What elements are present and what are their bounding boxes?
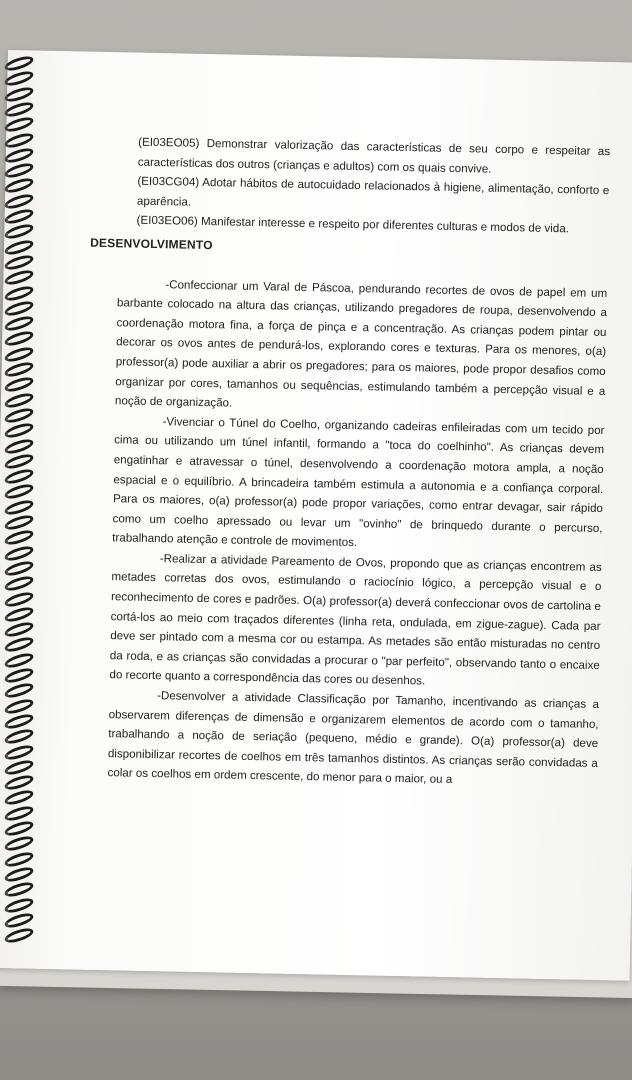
spiral-coil	[3, 910, 35, 930]
spiral-coil	[3, 222, 35, 242]
spiral-coil	[3, 84, 35, 104]
spiral-coil	[3, 803, 35, 823]
spiral-coil	[3, 467, 35, 487]
objective-item: (EI03CG04) Adotar hábitos de autocuidado relacionados à higiene, alimentação, conforto e aparência.	[136, 174, 610, 209]
paragraph: -Realizar a atividade Pareamento de Ovos, propondo que as crianças encontrem as metades corretas dos ovos, estimulando o raciocínio lógico, a percepção visual e o reconhecimento de cores e padrões. O(a) professor(a) deverá confeccionar ovos de cartolina e cortá-los ao meio com traçados diferentes (linha reta, ondulada, em zigue-zague). Cada par deve ser pintado com a mesma cor ou estampa. As metades são então misturadas no centro da roda, e as crianças são convidadas a procurar o "par perfeito", observando tanto o encaixe do recorte quanto a correspondência das cores ou desenhos.	[109, 552, 602, 688]
spiral-coil	[3, 604, 35, 624]
spiral-coil	[3, 819, 35, 839]
document-page	[0, 50, 632, 981]
spiral-coil	[3, 528, 35, 548]
spiral-coil	[3, 421, 35, 441]
objectives-list	[118, 132, 610, 240]
spiral-coil	[3, 191, 35, 211]
spiral-coil	[3, 344, 35, 364]
spiral-coil	[3, 130, 35, 150]
spiral-coil	[3, 497, 35, 517]
spiral-coil	[3, 298, 35, 318]
objective-item: (EI03EO05) Demonstrar valorização das características de seu corpo e respeitar as características dos outros (crianças e adultos) com os quais convive.	[137, 135, 611, 176]
spiral-coil	[3, 283, 35, 303]
spiral-coil	[3, 390, 35, 410]
spiral-binding	[0, 58, 34, 958]
spiral-coil	[3, 834, 35, 854]
spiral-coil	[3, 666, 35, 686]
spiral-coil	[3, 207, 35, 227]
spiral-coil	[3, 268, 35, 288]
paragraph: -Confeccionar um Varal de Páscoa, pendurando recortes de ovos de papel em um barbante colocado na altura das crianças, utilizando pregadores de roupa, desenvolvendo a coordenação motora fina, a força de pinça e a concentração. As crianças podem pintar ou decorar os ovos antes de pendurá-los, explorando cores e texturas. Para os menores, o(a) professor(a) pode auxiliar a abrir os pregadores; para os maiores, pode propor desafios como organizar por cores, tamanhos ou sequências, estimulando também a percepção visual e a noção de organização.	[114, 277, 608, 410]
spiral-coil	[3, 849, 35, 869]
spiral-coil	[3, 696, 35, 716]
spiral-coil	[3, 161, 35, 181]
spiral-coil	[3, 865, 35, 885]
spiral-coil	[3, 406, 35, 426]
spiral-coil	[3, 880, 35, 900]
paragraph: -Vivenciar o Túnel do Coelho, organizando cadeiras enfileiradas com um tecido por cima ou utilizando um túnel infantil, formando a "toca do coelhinho". As crianças devem engatinhar e atravessar o túnel, desenvolvendo a coordenação motora ampla, a noção espacial e o equilíbrio. A brincadeira também estimula a autonomia e a confiança corporal. Para os maiores, o(a) professor(a) pode propor variações, como entrar devagar, sair rápido como um coelho apressado ou levar um "ovinho" de brinquedo durante o percurso, trabalhando atenção e controle de movimentos.	[112, 414, 605, 550]
spiral-coil	[3, 513, 35, 533]
spiral-coil	[3, 589, 35, 609]
paragraph: -Desenvolver a atividade Classificação por Tamanho, incentivando as crianças a observarem diferenças de dimensão e organizarem elementos de acordo com o tamanho, trabalhando a noção de seriação (pequeno, médio e grande). O(a) professor(a) deve disponibilizar recortes de coelhos em três tamanhos distintos. As crianças serão convidadas a colar os coelhos em ordem crescente, do menor para o maior, ou a	[107, 689, 600, 787]
spiral-coil	[3, 69, 35, 89]
spiral-coil	[3, 926, 35, 946]
spiral-coil	[3, 360, 35, 380]
spiral-coil	[3, 757, 35, 777]
spiral-coil	[3, 314, 35, 334]
spiral-coil	[3, 727, 35, 747]
spiral-coil	[3, 176, 35, 196]
spiral-coil	[3, 115, 35, 135]
spiral-coil	[3, 712, 35, 732]
spiral-coil	[3, 237, 35, 257]
spiral-coil	[3, 436, 35, 456]
section-heading: DESENVOLVIMENTO	[90, 235, 213, 253]
spiral-coil	[3, 100, 35, 120]
spiral-coil	[3, 574, 35, 594]
spiral-coil	[3, 895, 35, 915]
spiral-coil	[3, 742, 35, 762]
spiral-coil	[3, 451, 35, 471]
objective-item: (EI03EO06) Manifestar interesse e respeito por diferentes culturas e modos de vida.	[136, 213, 570, 236]
spiral-coil	[3, 773, 35, 793]
spiral-coil	[3, 375, 35, 395]
spiral-coil	[3, 145, 35, 165]
spiral-coil	[3, 788, 35, 808]
spiral-coil	[3, 559, 35, 579]
spiral-coil	[3, 253, 35, 273]
spiral-coil	[3, 620, 35, 640]
page-content	[90, 132, 611, 793]
spiral-coil	[3, 329, 35, 349]
spiral-coil	[3, 681, 35, 701]
spiral-coil	[3, 635, 35, 655]
spiral-coil	[3, 543, 35, 563]
spiral-coil	[3, 482, 35, 502]
spiral-coil	[3, 650, 35, 670]
